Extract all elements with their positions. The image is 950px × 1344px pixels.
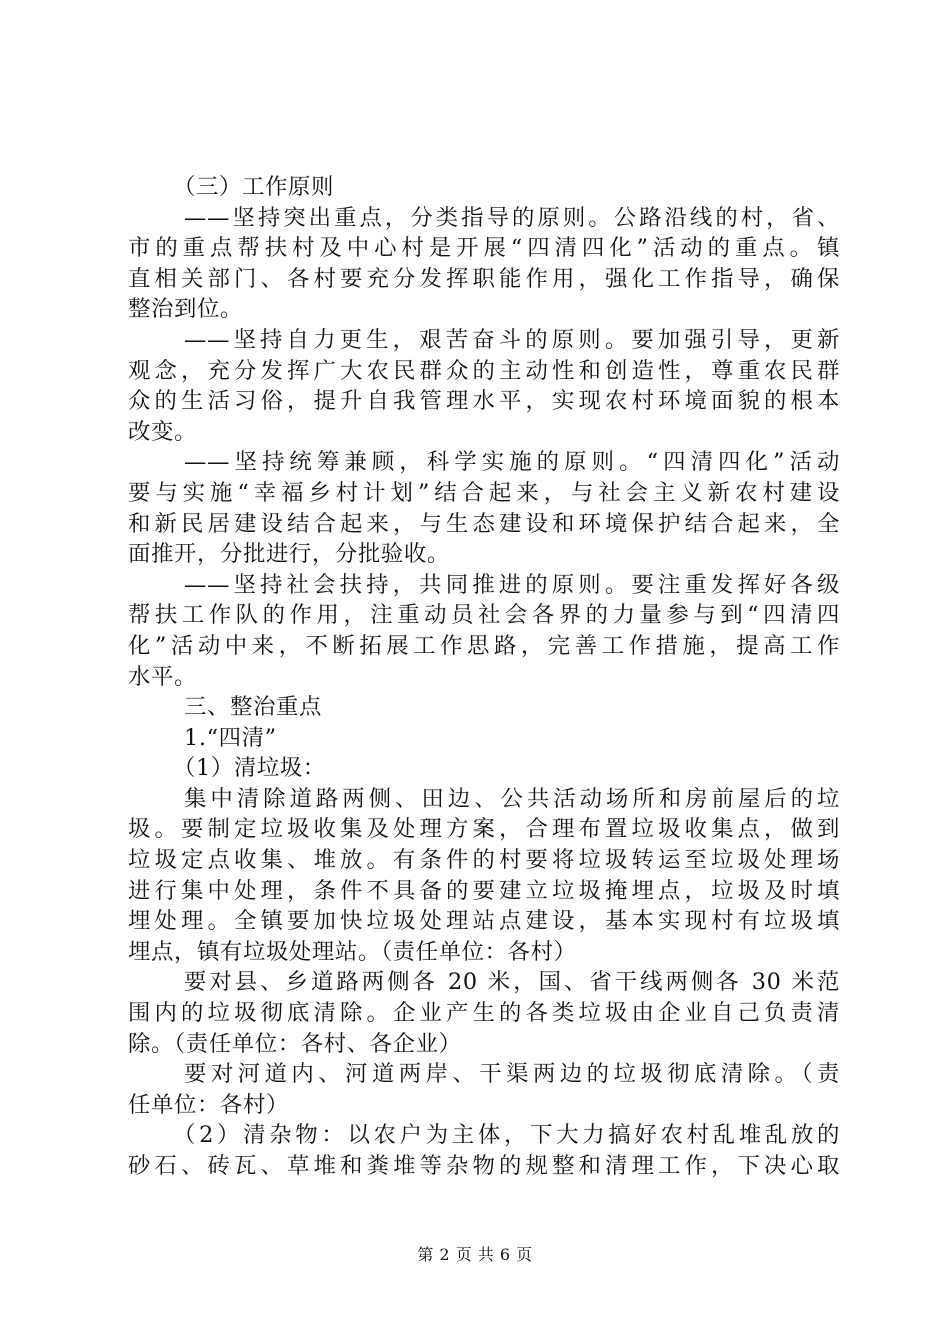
paragraph-line: 埋点，镇有垃圾处理站。（责任单位：各村） — [128, 938, 577, 965]
paragraph-line: 集中清除道路两侧、田边、公共活动场所和房前屋后的垃 — [184, 785, 840, 812]
paragraph-line: 直相关部门、各村要充分发挥职能作用，强化工作指导，确保 — [128, 265, 840, 292]
paragraph-line: 围内的垃圾彻底清除。企业产生的各类垃圾由企业自己负责清 — [128, 1000, 840, 1027]
paragraph-line: 改变。 — [128, 418, 197, 445]
paragraph-line: 除。（责任单位：各村、各企业） — [128, 1030, 462, 1057]
paragraph-line: 市的重点帮扶村及中心村是开展“四清四化”活动的重点。镇 — [128, 235, 840, 262]
paragraph-line: 面推开，分批进行，分批验收。 — [128, 541, 450, 568]
paragraph-line: 帮扶工作队的作用，注重动员社会各界的力量参与到“四清四 — [128, 602, 840, 629]
paragraph-line: 砂石、砖瓦、草堆和粪堆等杂物的规整和清理工作，下决心取 — [128, 1153, 840, 1179]
paragraph-line: ——坚持突出重点，分类指导的原则。公路沿线的村，省、 — [184, 204, 840, 231]
paragraph-line: 埋处理。全镇要加快垃圾处理站点建设，基本实现村有垃圾填 — [128, 908, 840, 935]
paragraph-line: ——坚持社会扶持，共同推进的原则。要注重发挥好各级 — [184, 571, 840, 598]
paragraph-line: 任单位：各村） — [128, 1091, 289, 1118]
paragraph-line: 化”活动中来，不断拓展工作思路，完善工作措施，提高工作 — [128, 632, 840, 659]
paragraph-line: 要与实施“幸福乡村计划”结合起来，与社会主义新农村建设 — [128, 479, 840, 506]
paragraph-line: 进行集中处理，条件不具备的要建立垃圾掩埋点，垃圾及时填 — [128, 877, 840, 904]
paragraph-line: 整治到位。 — [128, 296, 243, 323]
document-body — [128, 172, 840, 1182]
paragraph-line: （2）清杂物：以农户为主体，下大力搞好农村乱堆乱放的 — [173, 1122, 840, 1149]
subsection-heading: （1）清垃圾： — [173, 755, 326, 782]
section-heading: （三）工作原则 — [173, 174, 334, 200]
paragraph-line: ——坚持自力更生，艰苦奋斗的原则。要加强引导，更新 — [184, 326, 840, 353]
subsection-heading: 1.“四清” — [184, 724, 277, 751]
paragraph-line: 要对县、乡道路两侧各 20 米，国、省干线两侧各 30 米范 — [184, 969, 840, 996]
paragraph-line: 众的生活习俗，提升自我管理水平，实现农村环境面貌的根本 — [128, 388, 840, 415]
paragraph-line: 观念，充分发挥广大农民群众的主动性和创造性，尊重农民群 — [128, 357, 840, 384]
paragraph-line: 和新民居建设结合起来，与生态建设和环境保护结合起来，全 — [128, 510, 840, 537]
paragraph-line: 圾。要制定垃圾收集及处理方案，合理布置垃圾收集点，做到 — [128, 816, 840, 843]
paragraph-line: 垃圾定点收集、堆放。有条件的村要将垃圾转运至垃圾处理场 — [128, 847, 840, 874]
page-footer: 第 2 页 共 6 页 — [417, 1245, 533, 1264]
paragraph-line: ——坚持统筹兼顾，科学实施的原则。“四清四化”活动 — [184, 449, 840, 476]
section-heading: 三、整治重点 — [184, 694, 322, 721]
paragraph-line: 水平。 — [128, 663, 197, 690]
paragraph-line: 要对河道内、河道两岸、干渠两边的垃圾彻底清除。（责 — [184, 1061, 840, 1088]
